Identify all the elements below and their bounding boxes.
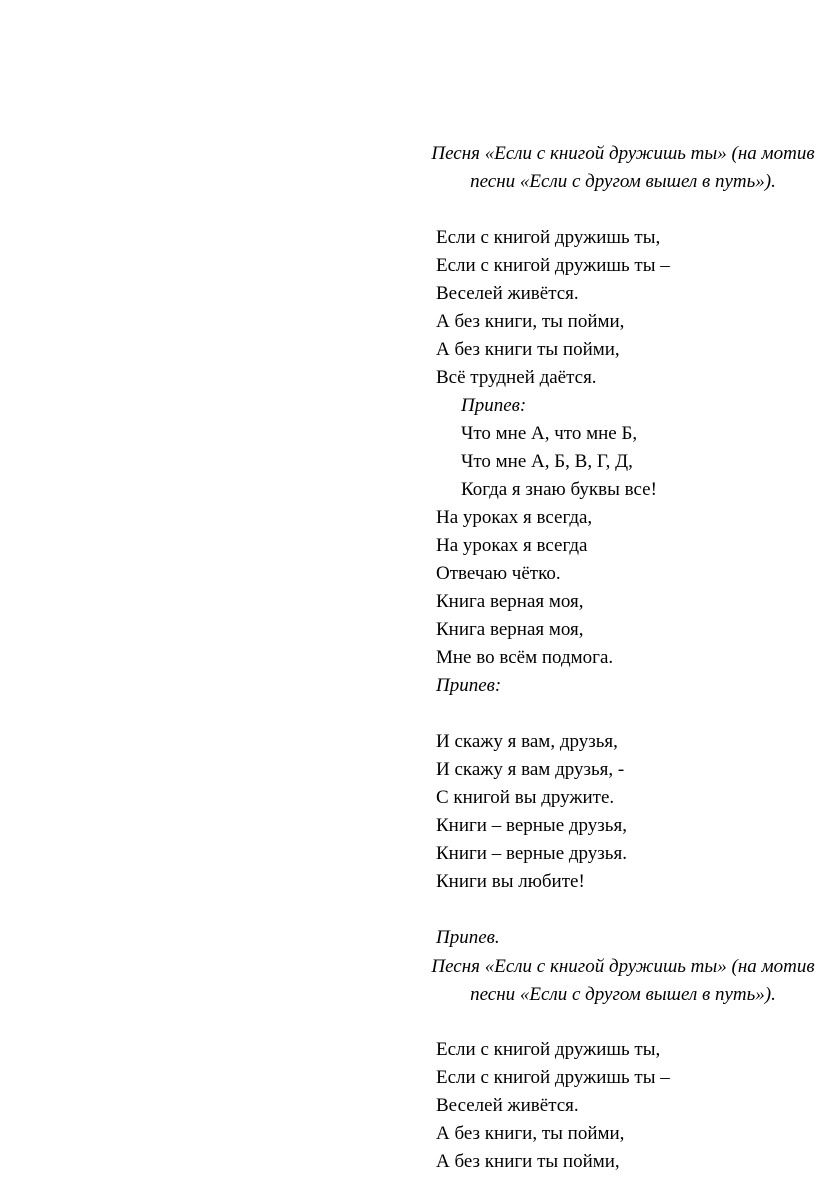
lyric-line: Если с книгой дружишь ты, xyxy=(436,1039,661,1060)
lyric-line: На уроках я всегда, xyxy=(436,507,593,528)
verse-3 xyxy=(436,728,816,896)
lyric-line: Книги – верные друзья, xyxy=(436,815,627,836)
lyric-line: Если с книгой дружишь ты – xyxy=(436,1067,670,1088)
lyric-line: Отвечаю чётко. xyxy=(436,563,561,584)
lyric-line: А без книги ты пойми, xyxy=(436,1151,620,1172)
lyric-line: Если с книгой дружишь ты, xyxy=(436,227,661,248)
lyric-line: С книгой вы дружите. xyxy=(436,787,615,808)
lyric-line: Книги – верные друзья. xyxy=(436,843,627,864)
chorus-label: Припев. xyxy=(436,927,500,948)
lyric-line: Веселей живётся. xyxy=(436,283,579,304)
song-title: Песня «Если с книгой дружишь ты» (на мотив песни «Если с другом вышел в путь»). xyxy=(431,143,815,192)
lyric-line: Мне во всём подмога. xyxy=(436,647,614,668)
lyric-line: Книги вы любите! xyxy=(436,871,585,892)
lyric-line: Книга верная моя, xyxy=(436,591,584,612)
lyric-line: И скажу я вам, друзья, xyxy=(436,731,618,752)
lyric-line: А без книги, ты пойми, xyxy=(436,311,625,332)
lyric-line: Книга верная моя, xyxy=(436,619,584,640)
chorus-label: Припев: xyxy=(461,395,527,416)
lyric-line: Веселей живётся. xyxy=(436,1095,579,1116)
chorus-label: Припев: xyxy=(436,675,502,696)
verse-2 xyxy=(436,504,816,672)
lyric-line: Если с книгой дружишь ты – xyxy=(436,255,670,276)
lyric-line: Всё трудней даётся. xyxy=(436,367,597,388)
song-2-verse-1 xyxy=(436,1036,816,1176)
verse-1 xyxy=(436,224,816,392)
chorus-line: Что мне А, Б, В, Г, Д, xyxy=(461,451,633,472)
lyric-line: И скажу я вам друзья, - xyxy=(436,759,625,780)
chorus-line: Когда я знаю буквы все! xyxy=(461,479,657,500)
lyric-line: А без книги ты пойми, xyxy=(436,339,620,360)
song-title: Песня «Если с книгой дружишь ты» (на мотив песни «Если с другом вышел в путь»). xyxy=(431,956,815,1005)
chorus-line: Что мне А, что мне Б, xyxy=(461,423,638,444)
chorus xyxy=(461,420,816,504)
lyric-line: А без книги, ты пойми, xyxy=(436,1123,625,1144)
lyric-line: На уроках я всегда xyxy=(436,535,588,556)
